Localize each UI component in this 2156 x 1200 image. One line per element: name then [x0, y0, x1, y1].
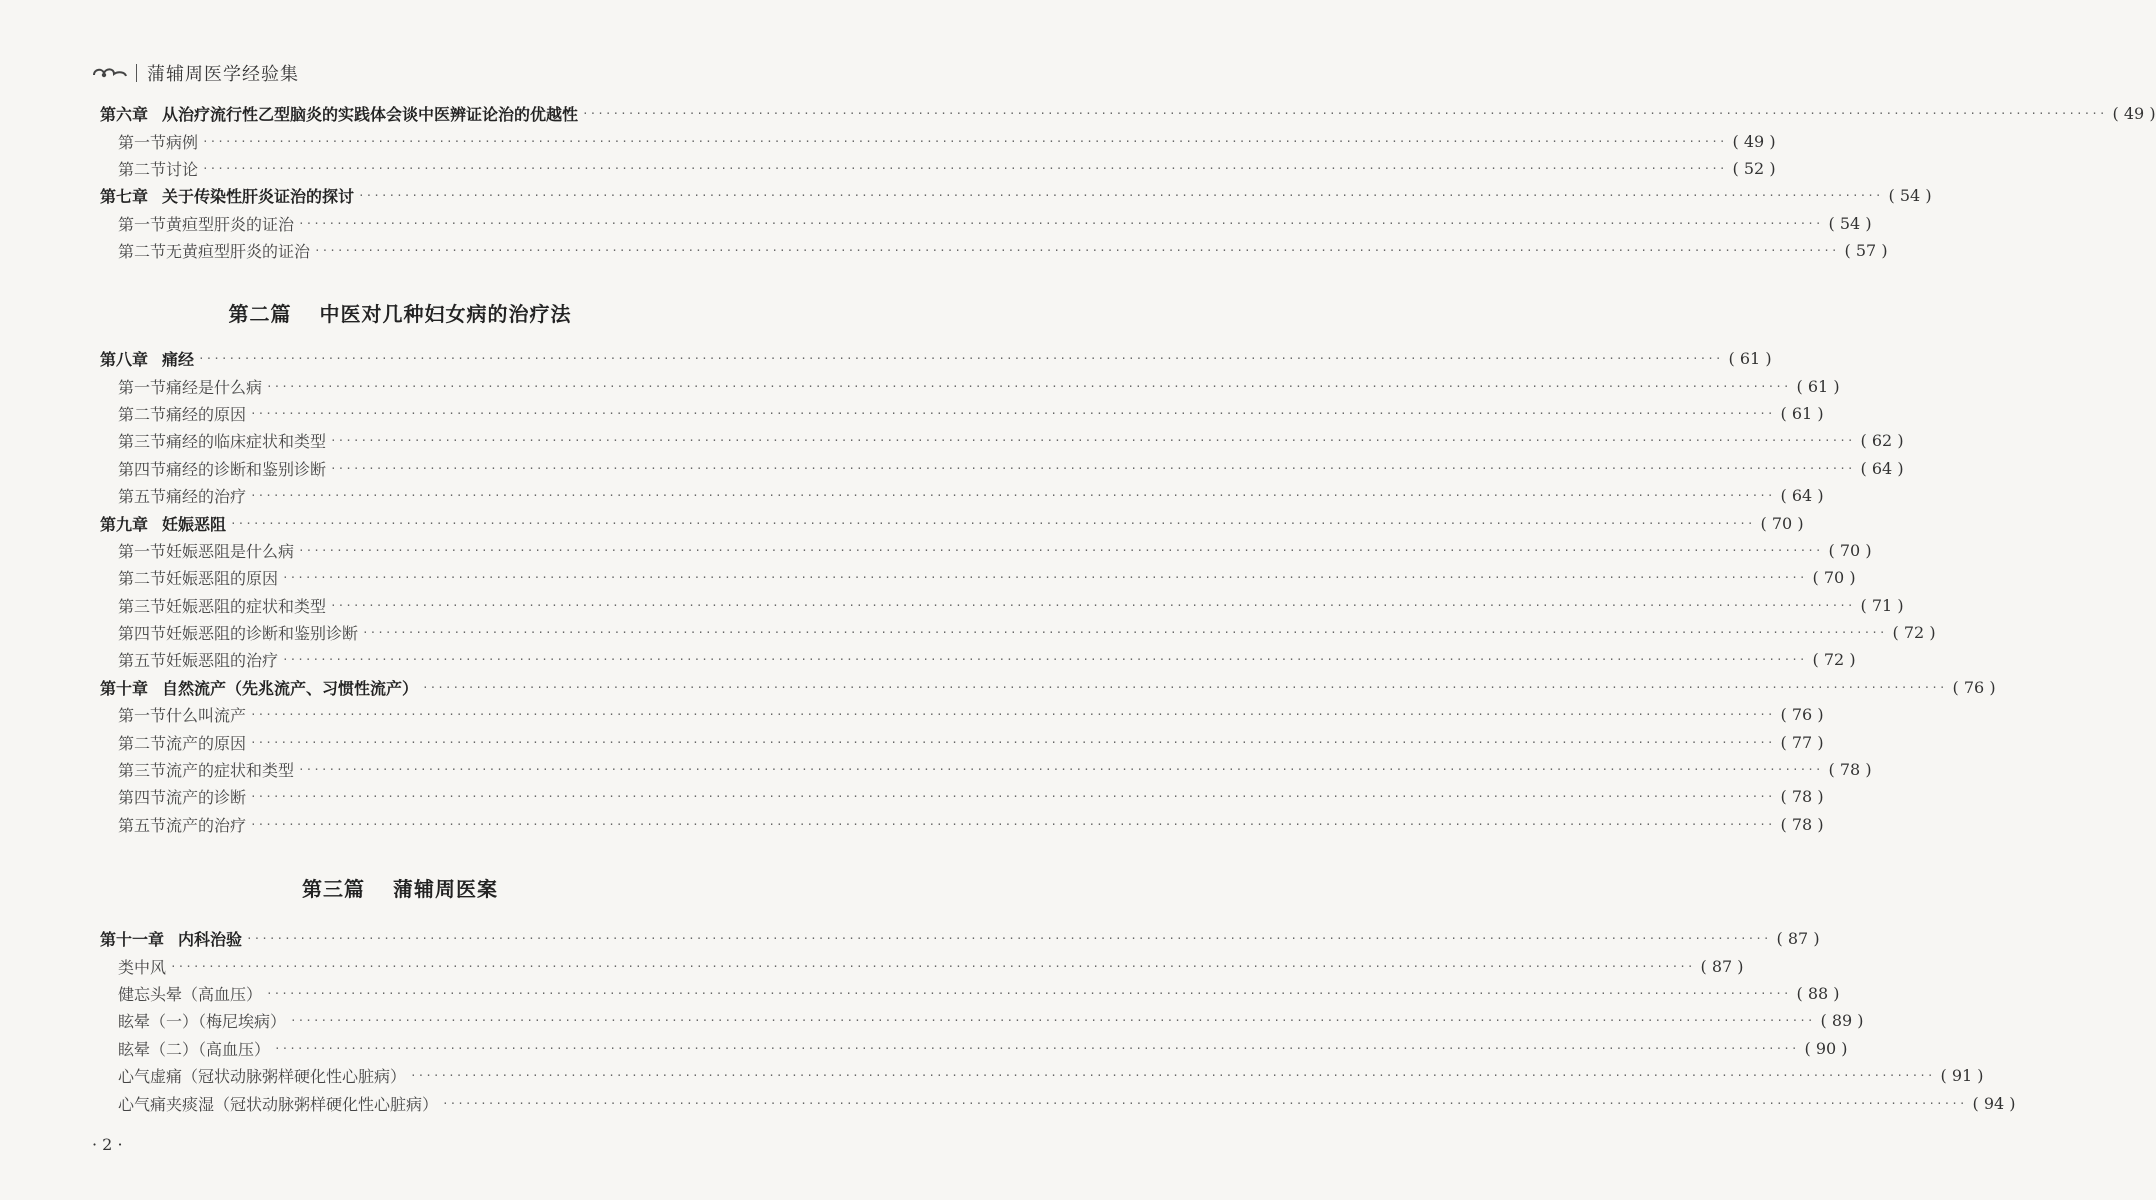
- section-number: 第五节: [118, 815, 167, 835]
- entry-page-number: ( 76 ): [1780, 705, 1824, 725]
- entry-page-number: ( 71 ): [1860, 595, 1904, 615]
- entry-title: 类中风: [118, 957, 167, 977]
- entry-title: 关于传染性肝炎证治的探讨: [162, 187, 355, 207]
- dot-leader: ········································································································································································································: [246, 932, 1771, 946]
- toc-section-entry[interactable]: [100, 127, 1776, 154]
- entry-title: 流产的症状和类型: [166, 761, 295, 781]
- dot-leader: ········································································································································································································: [250, 489, 1775, 503]
- toc-section-entry[interactable]: [100, 400, 1824, 427]
- entry-page-number: ( 62 ): [1860, 431, 1904, 451]
- toc-section-entry[interactable]: [100, 482, 1824, 509]
- dot-leader: ········································································································································································································: [298, 543, 1823, 557]
- dot-leader: ········································································································································································································: [170, 959, 1695, 973]
- part-heading: [0, 298, 800, 327]
- section-number: 第一节: [118, 706, 167, 726]
- entry-page-number: ( 72 ): [1892, 623, 1936, 643]
- entry-page-number: ( 61 ): [1780, 403, 1824, 423]
- toc-chapter-entry[interactable]: [100, 345, 1772, 372]
- toc-section-entry[interactable]: [100, 646, 1856, 673]
- entry-page-number: ( 54 ): [1828, 213, 1872, 233]
- toc-section-entry[interactable]: [100, 455, 1904, 482]
- entry-page-number: ( 78 ): [1828, 760, 1872, 780]
- dot-leader: ········································································································································································································: [314, 244, 1839, 258]
- entry-page-number: ( 87 ): [1700, 956, 1744, 976]
- chapter-number: 第十一章: [100, 930, 165, 950]
- entry-title: 痛经: [162, 350, 195, 370]
- entry-page-number: ( 88 ): [1796, 983, 1840, 1003]
- toc-chapter-entry[interactable]: [100, 182, 1932, 209]
- entry-page-number: ( 61 ): [1796, 376, 1840, 396]
- dot-leader: ········································································································································································································: [362, 626, 1887, 640]
- entry-page-number: ( 89 ): [1820, 1011, 1864, 1031]
- entry-title: 眩晕（二）（高血压）: [118, 1039, 271, 1059]
- dot-leader: ········································································································································································································: [250, 817, 1775, 831]
- section-number: 第一节: [118, 541, 167, 561]
- entry-page-number: ( 78 ): [1780, 787, 1824, 807]
- entry-title: 内科治验: [178, 930, 243, 950]
- entry-title: 黄疸型肝炎的证治: [166, 214, 295, 234]
- toc-section-entry[interactable]: [100, 1062, 1984, 1089]
- dot-leader: ········································································································································································································: [298, 763, 1823, 777]
- entry-title: 健忘头晕（高血压）: [118, 984, 263, 1004]
- entry-title: 流产的原因: [166, 733, 247, 753]
- dot-leader: ········································································································································································································: [422, 680, 1947, 694]
- toc-section-entry[interactable]: [100, 372, 1840, 399]
- dot-leader: ········································································································································································································: [250, 406, 1775, 420]
- section-number: 第二节: [118, 733, 167, 753]
- toc-chapter-entry[interactable]: [100, 674, 1996, 701]
- entry-page-number: ( 49 ): [2112, 104, 2156, 124]
- section-number: 第二节: [118, 569, 167, 589]
- entry-title: 什么叫流产: [166, 706, 247, 726]
- section-number: 第五节: [118, 651, 167, 671]
- entry-title: 流产的诊断: [166, 788, 247, 808]
- entry-page-number: ( 76 ): [1952, 677, 1996, 697]
- entry-page-number: ( 64 ): [1860, 458, 1904, 478]
- section-number: 第一节: [118, 377, 167, 397]
- entry-page-number: ( 91 ): [1940, 1066, 1984, 1086]
- toc-section-entry[interactable]: [100, 537, 1872, 564]
- section-number: 第三节: [118, 596, 167, 616]
- dot-leader: ········································································································································································································: [330, 598, 1855, 612]
- dot-leader: ········································································································································································································: [410, 1069, 1935, 1083]
- entry-page-number: ( 70 ): [1828, 540, 1872, 560]
- toc-section-entry[interactable]: [100, 1035, 1848, 1062]
- section-number: 第三节: [118, 761, 167, 781]
- section-number: 第二节: [118, 242, 167, 262]
- entry-title: 妊娠恶阻的诊断和鉴别诊断: [166, 624, 359, 644]
- entry-page-number: ( 90 ): [1804, 1038, 1848, 1058]
- toc-section-entry[interactable]: [100, 980, 1840, 1007]
- entry-page-number: ( 94 ): [1972, 1093, 2016, 1113]
- dot-leader: ········································································································································································································: [282, 571, 1807, 585]
- toc-section-entry[interactable]: [100, 952, 1744, 979]
- dot-leader: ········································································································································································································: [290, 1014, 1815, 1028]
- toc-section-entry[interactable]: [100, 592, 1904, 619]
- chapter-number: 第七章: [100, 187, 149, 207]
- entry-title: 从治疗流行性乙型脑炎的实践体会谈中医辨证论治的优越性: [162, 105, 579, 125]
- entry-title: 自然流产（先兆流产、习惯性流产）: [162, 678, 419, 698]
- chapter-number: 第九章: [100, 514, 149, 534]
- section-number: 第二节: [118, 404, 167, 424]
- dot-leader: ········································································································································································································: [330, 461, 1855, 475]
- dot-leader: ········································································································································································································: [230, 516, 1755, 530]
- entry-title: 讨论: [166, 159, 199, 179]
- entry-title: 无黄疸型肝炎的证治: [166, 242, 311, 262]
- entry-title: 痛经的原因: [166, 404, 247, 424]
- toc-section-entry[interactable]: [100, 155, 1776, 182]
- section-number: 第四节: [118, 788, 167, 808]
- entry-page-number: ( 70 ): [1812, 568, 1856, 588]
- dot-leader: ········································································································································································································: [330, 434, 1855, 448]
- toc-section-entry[interactable]: [100, 619, 1936, 646]
- dot-leader: ········································································································································································································: [250, 790, 1775, 804]
- dot-leader: ········································································································································································································: [198, 352, 1723, 366]
- entry-page-number: ( 87 ): [1776, 929, 1820, 949]
- entry-title: 心气虚痛（冠状动脉粥样硬化性心脏病）: [118, 1067, 407, 1087]
- chapter-number: 第六章: [100, 105, 149, 125]
- toc-section-entry[interactable]: [100, 783, 1824, 810]
- cloud-ornament-icon: [92, 64, 128, 82]
- entry-page-number: ( 77 ): [1780, 732, 1824, 752]
- section-number: 第一节: [118, 132, 167, 152]
- entry-page-number: ( 64 ): [1780, 486, 1824, 506]
- toc-section-entry[interactable]: [100, 1007, 1864, 1034]
- dot-leader: ········································································································································································································: [358, 189, 1883, 203]
- toc-section-entry[interactable]: [100, 701, 1824, 728]
- toc-chapter-entry[interactable]: [100, 925, 1820, 952]
- toc-chapter-entry[interactable]: [100, 509, 1804, 536]
- part-heading: [0, 873, 800, 902]
- dot-leader: ········································································································································································································: [250, 708, 1775, 722]
- toc-block-part1-continued: [100, 100, 2156, 264]
- part-title: 中医对几种妇女病的治疗法: [319, 302, 572, 326]
- entry-page-number: ( 61 ): [1728, 349, 1772, 369]
- toc-section-entry[interactable]: [100, 237, 1888, 264]
- section-number: 第二节: [118, 159, 167, 179]
- entry-page-number: ( 72 ): [1812, 650, 1856, 670]
- entry-title: 妊娠恶阻的症状和类型: [166, 596, 327, 616]
- dot-leader: ········································································································································································································: [250, 735, 1775, 749]
- part-number: 第三篇: [302, 877, 365, 901]
- part-title: 蒲辅周医案: [393, 877, 498, 901]
- toc-section-entry[interactable]: [100, 564, 1856, 591]
- dot-leader: ········································································································································································································: [274, 1041, 1799, 1055]
- entry-title: 痛经的治疗: [166, 487, 247, 507]
- header-divider: [136, 64, 137, 82]
- toc-section-entry[interactable]: [100, 1089, 2016, 1116]
- entry-title: 痛经的临床症状和类型: [166, 432, 327, 452]
- entry-title: 妊娠恶阻是什么病: [166, 541, 295, 561]
- entry-page-number: ( 57 ): [1844, 241, 1888, 261]
- running-header: [92, 60, 299, 86]
- entry-title: 眩晕（一）（梅尼埃病）: [118, 1012, 287, 1032]
- entry-title: 心气痛夹痰湿（冠状动脉粥样硬化性心脏病）: [118, 1094, 439, 1114]
- entry-title: 流产的治疗: [166, 815, 247, 835]
- toc-chapter-entry[interactable]: [100, 100, 2156, 127]
- toc-block-part3: [100, 925, 2016, 1117]
- section-number: 第四节: [118, 624, 167, 644]
- dot-leader: ········································································································································································································: [202, 134, 1727, 148]
- entry-page-number: ( 52 ): [1732, 158, 1776, 178]
- entry-title: 妊娠恶阻: [162, 514, 227, 534]
- toc-section-entry[interactable]: [100, 210, 1872, 237]
- dot-leader: ········································································································································································································: [582, 107, 2107, 121]
- chapter-number: 第十章: [100, 678, 149, 698]
- entry-page-number: ( 78 ): [1780, 814, 1824, 834]
- entry-page-number: ( 54 ): [1888, 186, 1932, 206]
- dot-leader: ········································································································································································································: [298, 216, 1823, 230]
- part-number: 第二篇: [228, 302, 292, 326]
- section-number: 第五节: [118, 487, 167, 507]
- entry-title: 痛经的诊断和鉴别诊断: [166, 459, 327, 479]
- toc-section-entry[interactable]: [100, 811, 1824, 838]
- section-number: 第三节: [118, 432, 167, 452]
- dot-leader: ········································································································································································································: [282, 653, 1807, 667]
- book-title: 蒲辅周医学经验集: [147, 64, 299, 85]
- dot-leader: ········································································································································································································: [202, 161, 1727, 175]
- toc-block-part2: [100, 345, 1996, 838]
- entry-title: 妊娠恶阻的治疗: [166, 651, 279, 671]
- dot-leader: ········································································································································································································: [442, 1096, 1967, 1110]
- section-number: 第一节: [118, 214, 167, 234]
- toc-section-entry[interactable]: [100, 756, 1872, 783]
- entry-page-number: ( 70 ): [1760, 513, 1804, 533]
- entry-page-number: ( 49 ): [1732, 131, 1776, 151]
- entry-title: 痛经是什么病: [166, 377, 263, 397]
- toc-section-entry[interactable]: [100, 728, 1824, 755]
- entry-title: 病例: [166, 132, 199, 152]
- section-number: 第四节: [118, 459, 167, 479]
- entry-title: 妊娠恶阻的原因: [166, 569, 279, 589]
- page-number: · 2 ·: [92, 1135, 123, 1154]
- chapter-number: 第八章: [100, 350, 149, 370]
- toc-section-entry[interactable]: [100, 427, 1904, 454]
- dot-leader: ········································································································································································································: [266, 986, 1791, 1000]
- dot-leader: ········································································································································································································: [266, 379, 1791, 393]
